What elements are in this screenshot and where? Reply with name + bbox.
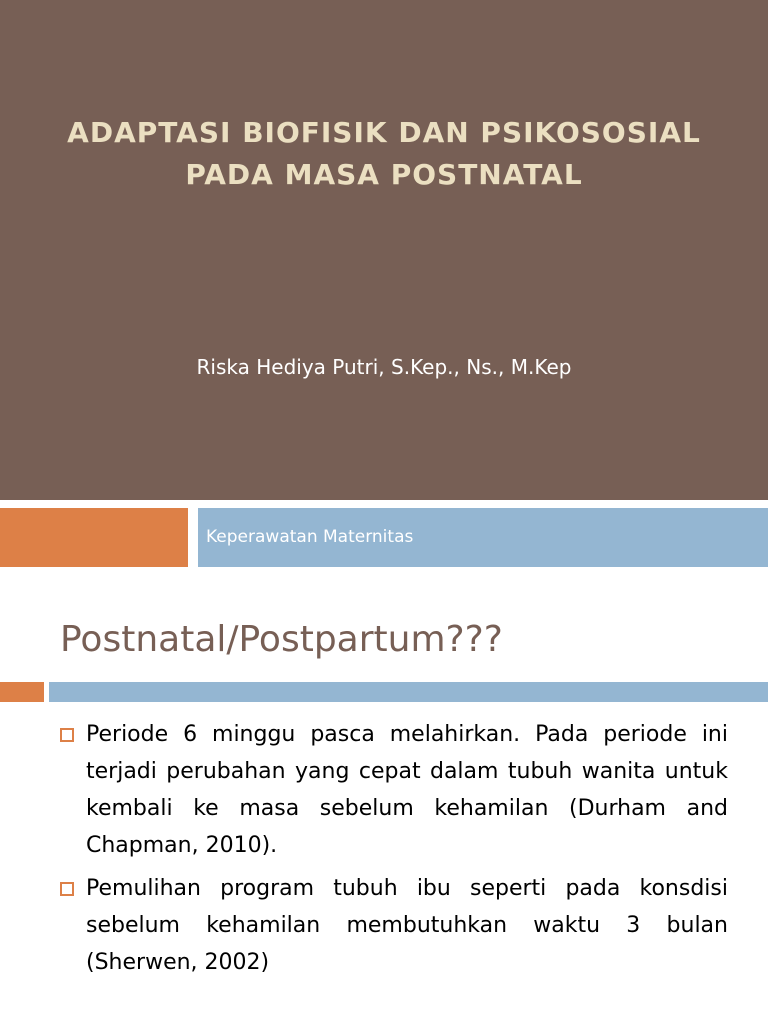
main-title <box>40 112 728 196</box>
author-name: Riska Hediya Putri, S.Kep., Ns., M.Kep <box>196 355 572 379</box>
bullet-text: Periode 6 minggu pasca melahirkan. Pada periode ini terjadi perubahan yang cepat dalam tubuh wanita untuk kembali ke masa sebelum kehamilan (Durham and Chapman, 2010). <box>86 722 728 858</box>
bullet-item <box>60 716 728 864</box>
blue-accent-bar <box>49 682 768 702</box>
bullet-text: Pemulihan program tubuh ibu seperti pada konsdisi sebelum kehamilan membutuhkan waktu 3 bulan (Sherwen, 2002) <box>86 876 728 975</box>
main-title-line-2: PADA MASA POSTNATAL <box>185 158 583 191</box>
content-slide <box>0 568 768 1024</box>
title-background <box>0 0 768 500</box>
subtitle: Keperawatan Maternitas <box>206 527 414 547</box>
main-title-line-1: ADAPTASI BIOFISIK DAN PSIKOSOSIAL <box>67 116 701 149</box>
orange-accent-block <box>0 508 188 567</box>
hollow-square-bullet-icon <box>60 882 74 896</box>
bullet-item <box>60 870 728 981</box>
content-title: Postnatal/Postpartum??? <box>60 619 503 660</box>
hollow-square-bullet-icon <box>60 728 74 742</box>
orange-accent-bar <box>0 682 44 702</box>
bullet-list <box>60 716 728 987</box>
